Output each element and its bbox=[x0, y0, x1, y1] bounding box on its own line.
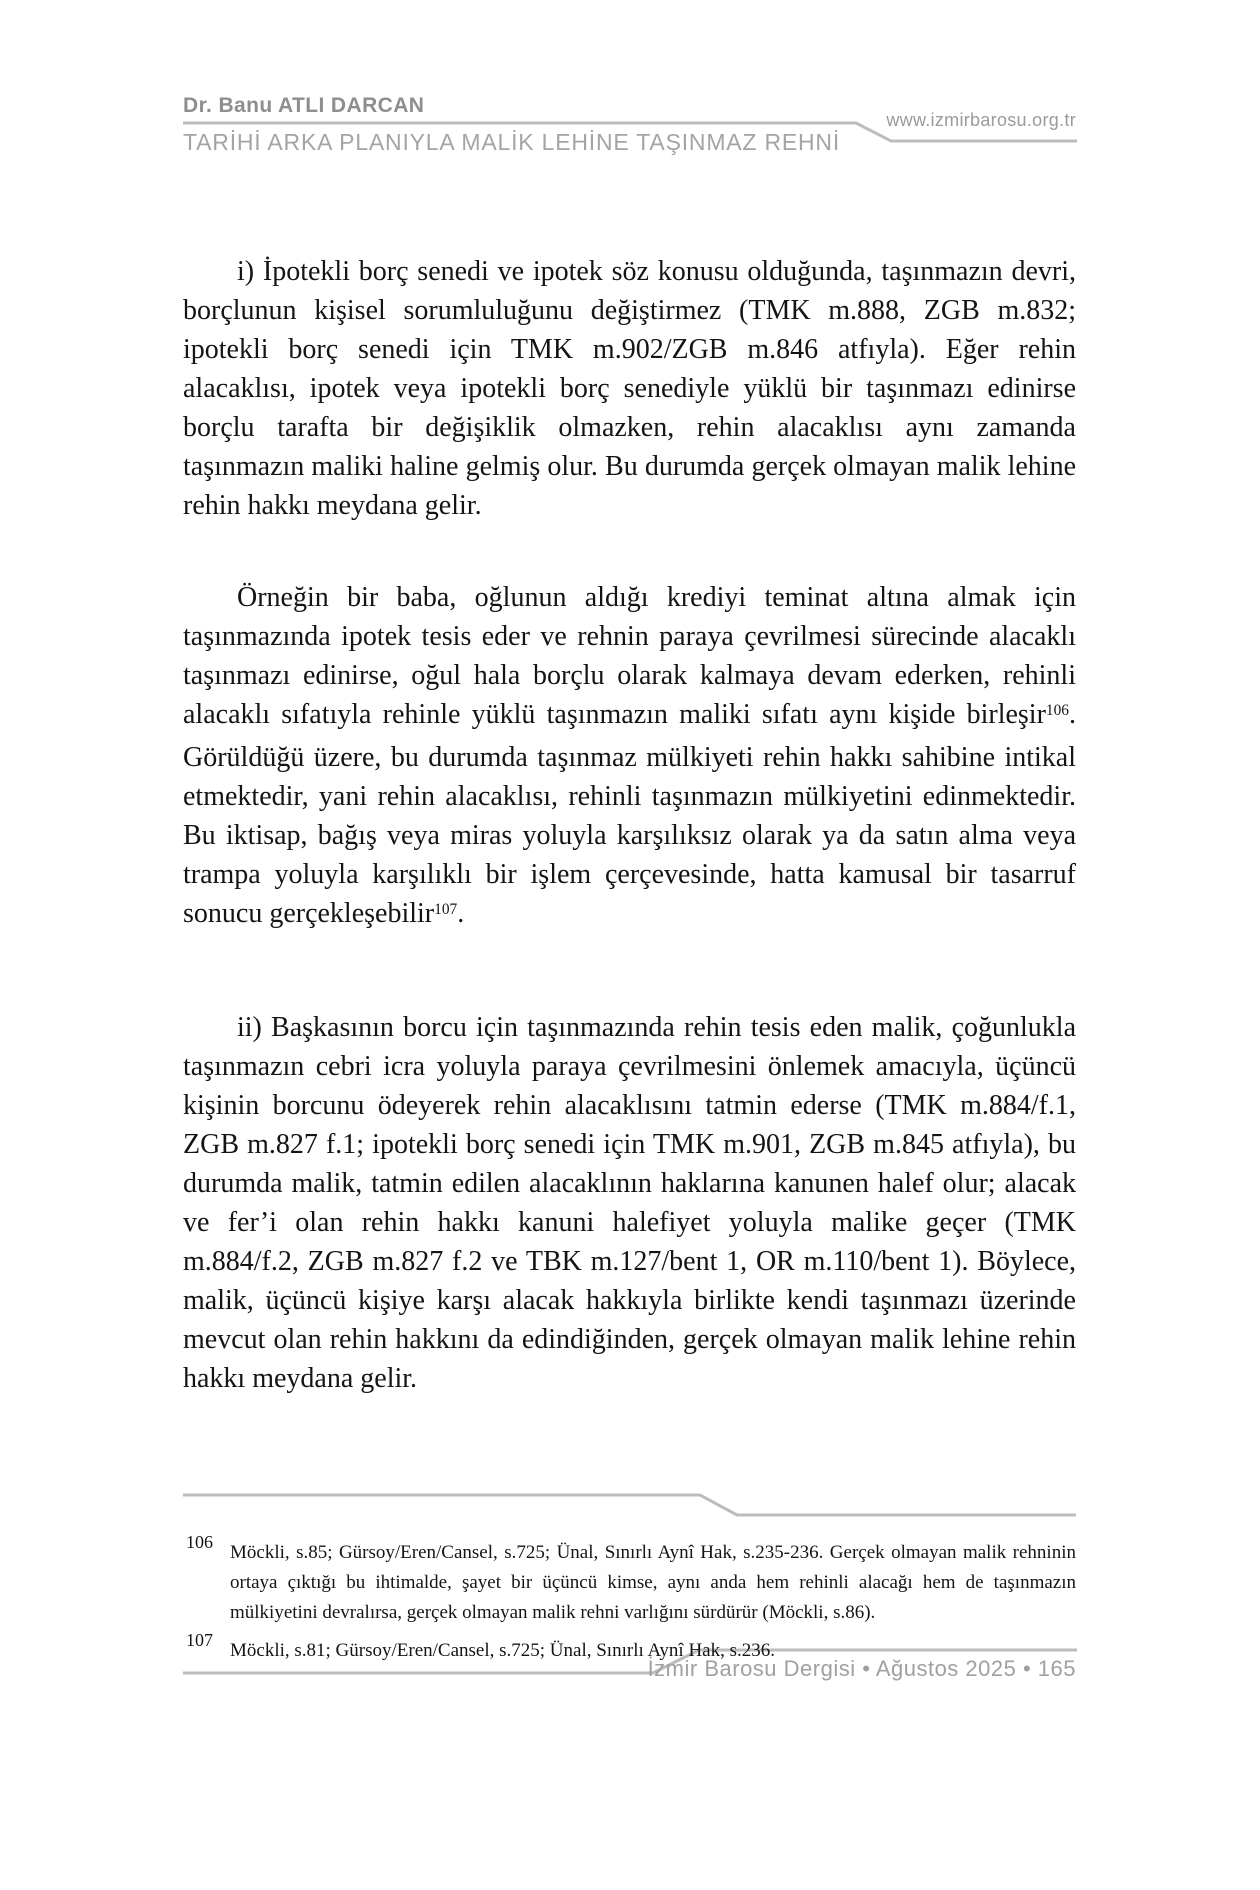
footnote-reference: 107 bbox=[434, 901, 458, 919]
paragraph-text-run: ii) Başkasının borcu için taşınmazında rehin tesis eden malik, çoğunlukla taşınmazın cebri icra yoluyla paraya çevrilmesini önlemek amacıyla, üçüncü kişinin borcunu ödeyerek rehin alacaklısını tatmin ederse (TMK m.884/f.1, ZGB m.827 f.1; ipotekli borç senedi için TMK m.901, ZGB m.845 atfıyla), bu durumda malik, tatmin edilen alacaklının haklarına kanunen halef olur; alacak ve fer’i olan rehin hakkı kanuni halefiyet yoluyla malike geçer (TMK m.884/f.2, ZGB m.827 f.2 ve TBK m.127/bent 1, OR m.110/bent 1). Böylece, malik, üçüncü kişiye karşı alacak hakkıyla birlikte kendi taşınmazı üzerinde mevcut olan rehin hakkını da edindiğinden, gerçek olmayan malik lehine rehin hakkı meydana gelir. bbox=[183, 1012, 1076, 1394]
paragraph-text-run: . bbox=[457, 898, 465, 929]
website-url: www.izmirbarosu.org.tr bbox=[886, 110, 1076, 130]
paragraph-text-run: . Görüldüğü üzere, bu durumda taşınmaz mülkiyeti rehin hakkı sahibine intikal etmektedir, yani rehin alacaklısı, rehinli taşınmazın mülkiyetini edinmektedir. Bu iktisap, bağış veya miras yoluyla karşılıksız olarak ya da satın alma veya trampa yoluyla karşılıklı bir işlem çerçevesinde, hatta kamusal bir tasarruf sonucu gerçekleşebilir bbox=[183, 699, 1076, 929]
paragraph-1 bbox=[183, 252, 1076, 525]
footnote-106 bbox=[186, 1532, 1076, 1628]
footnote-number: 107 bbox=[186, 1630, 213, 1650]
paragraph-3 bbox=[183, 1008, 1076, 1398]
footnote-text: Möckli, s.81; Gürsoy/Eren/Cansel, s.725; Ünal, Sınırlı Aynî Hak, s.236. bbox=[230, 1640, 776, 1661]
footnote-text: Möckli, s.85; Gürsoy/Eren/Cansel, s.725; Ünal, Sınırlı Aynî Hak, s.235-236. Gerçek olmayan malik rehninin ortaya çıktığı bu ihtimalde, şayet bir üçüncü kimse, aynı anda hem rehinli alacağı hem de taşınmazın mülkiyetini devralırsa, gerçek olmayan malik rehni varlığını sürdürür (Möckli, s.86). bbox=[230, 1542, 1076, 1623]
author-name: Dr. Banu ATLI DARCAN bbox=[183, 94, 425, 117]
paragraph-text-run: Örneğin bir baba, oğlunun aldığı krediyi teminat altına almak için taşınmazında ipotek tesis eder ve rehnin paraya çevrilmesi sürecinde alacaklı taşınmazı edinirse, oğul hala borçlu olarak kalmaya devam ederken, rehinli alacaklı sıfatıyla rehinle yüklü taşınmazın maliki sıfatı aynı kişide birleşir bbox=[183, 582, 1076, 730]
footnote-number: 106 bbox=[186, 1532, 213, 1552]
paragraph-2 bbox=[183, 578, 1076, 937]
paragraph-text-run: i) İpotekli borç senedi ve ipotek söz konusu olduğunda, taşınmazın devri, borçlunun kişisel sorumluluğunu değiştirmez (TMK m.888, ZGB m.832; ipotekli borç senedi için TMK m.902/ZGB m.846 atfıyla). Eğer rehin alacaklısı, ipotek veya ipotekli borç senediyle yüklü bir taşınmazı edinirse borçlu tarafta bir değişiklik olmazken, rehin alacaklısı aynı zamanda taşınmazın maliki haline gelmiş olur. Bu durumda gerçek olmayan malik lehine rehin hakkı meydana gelir. bbox=[183, 256, 1076, 521]
footnote-reference: 106 bbox=[1045, 702, 1069, 720]
footnote-separator-rule bbox=[183, 1495, 1076, 1515]
article-title: TARİHİ ARKA PLANIYLA MALİK LEHİNE TAŞINMAZ REHNİ bbox=[183, 129, 841, 155]
footnotes bbox=[186, 1532, 1076, 1674]
journal-footer: İzmir Barosu Dergisi • Ağustos 2025 • 165 bbox=[647, 1656, 1076, 1681]
